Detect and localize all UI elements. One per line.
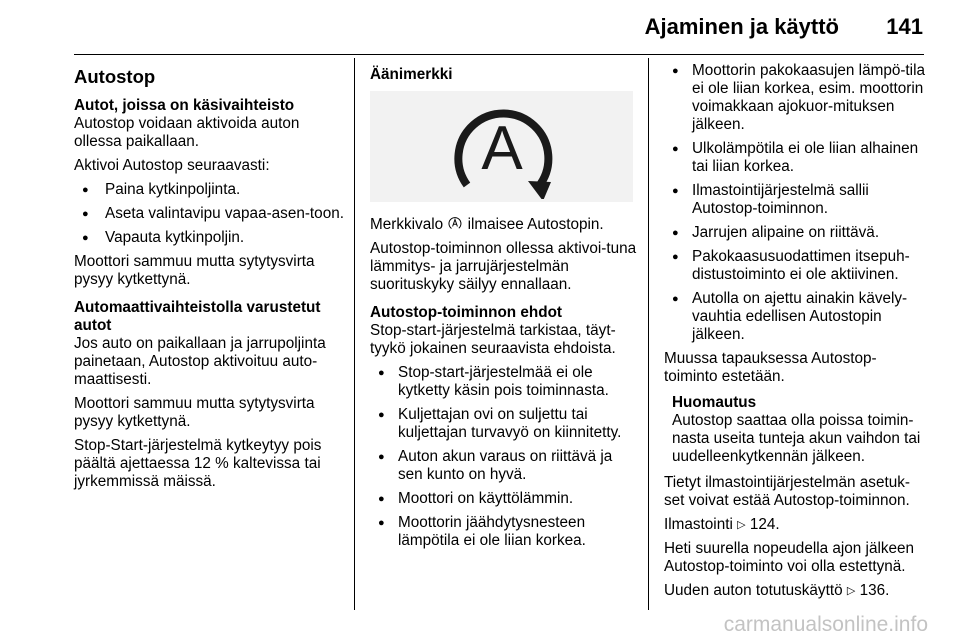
bullet-list <box>664 62 926 344</box>
paragraph: Stop-start-järjestelmä tarkistaa, täyt-tyykö jokainen seuraavista ehdoista. <box>370 322 616 357</box>
autostop-icon-letter: A <box>480 113 523 183</box>
list-item: ● Aseta valintavipu vapaa-asen-toon. <box>74 205 350 223</box>
column-2 <box>370 62 640 556</box>
text: ilmaisee Autostopin. <box>467 216 604 233</box>
list-item: ● Moottorin pakokaasujen lämpö-tila ei ole liian korkea, esim. moottorin voimakkaan ajokuor-mituksen jälkeen. <box>664 62 926 134</box>
paragraph: Tietyt ilmastointijärjestelmän asetuk-set voivat estää Autostop-toiminnon. <box>664 474 910 509</box>
reference-page: 124. <box>749 516 780 533</box>
list-item: ● Jarrujen alipaine on riittävä. <box>664 224 926 242</box>
page-number: 141 <box>886 14 923 39</box>
reference-text: Uuden auton totutuskäyttö <box>664 582 843 599</box>
list-item: ● Moottorin jäähdytysnesteen lämpötila ei ole liian korkea. <box>370 514 640 550</box>
bullet-list <box>74 181 350 247</box>
paragraph: Stop-Start-järjestelmä kytkeytyy pois päältä ajettaessa 12 % kaltevissa tai jyrkemmissä mäissä. <box>74 437 322 490</box>
subsection-heading: Äänimerkki <box>370 66 453 83</box>
paragraph: Heti suurella nopeudella ajon jälkeen Autostop-toiminto voi olla estettynä. <box>664 540 915 575</box>
watermark: carmanualsonline.info <box>723 613 928 636</box>
list-item: ● Paina kytkinpoljinta. <box>74 181 350 199</box>
page-reference-arrow-icon: ▷ <box>737 519 746 531</box>
subsection-heading: Autostop-toiminnon ehdot <box>370 304 563 321</box>
autostop-icon <box>427 95 577 199</box>
list-item: ● Kuljettajan ovi on suljettu tai kuljettajan turvavyö on kiinnitetty. <box>370 406 640 442</box>
list-item: ● Autolla on ajettu ainakin kävely-vauhtia edellisen Autostopin jälkeen. <box>664 290 926 344</box>
bullet-list <box>370 364 640 550</box>
subsection-heading: Automaattivaihteistolla varustetut autot <box>74 299 321 334</box>
paragraph <box>370 215 640 234</box>
paragraph: Moottori sammuu mutta sytytysvirta pysyy kytkettynä. <box>74 253 315 288</box>
reference-page: 136. <box>859 582 890 599</box>
header-rule <box>74 54 924 55</box>
section-heading: Autostop <box>74 66 156 87</box>
paragraph: Moottori sammuu mutta sytytysvirta pysyy kytkettynä. <box>74 395 315 430</box>
paragraph: Aktivoi Autostop seuraavasti: <box>74 157 270 174</box>
autostop-indicator-image <box>370 91 633 202</box>
subsection-heading: Autot, joissa on käsivaihteisto <box>74 97 295 114</box>
text: Merkkivalo <box>370 216 444 233</box>
paragraph: Autostop voidaan aktivoida auton ollessa paikallaan. <box>74 115 300 150</box>
reference-text: Ilmastointi <box>664 516 733 533</box>
column-3 <box>664 62 926 606</box>
column-divider <box>354 58 355 610</box>
note-title: Huomautus <box>672 394 757 411</box>
note-text: Autostop saattaa olla poissa toimin-nasta useita tunteja akun vaihdon tai uudelleenkytkennän jälkeen. <box>672 412 921 465</box>
paragraph: Autostop-toiminnon ollessa aktivoi-tuna lämmitys- ja jarrujärjestelmän suorituskyky säilyy ennallaan. <box>370 240 637 293</box>
list-item: ● Moottori on käyttölämmin. <box>370 490 640 508</box>
paragraph: Muussa tapauksessa Autostop-toiminto estetään. <box>664 350 877 385</box>
list-item: ● Auton akun varaus on riittävä ja sen kunto on hyvä. <box>370 448 640 484</box>
note-box <box>664 394 926 466</box>
cross-reference[interactable] <box>664 516 926 534</box>
list-item: ● Ulkolämpötila ei ole liian alhainen tai liian korkea. <box>664 140 926 176</box>
column-divider <box>648 58 649 610</box>
column-1 <box>74 62 350 497</box>
list-item: ● Vapauta kytkinpoljin. <box>74 229 350 247</box>
header-title: Ajaminen ja käyttö <box>644 14 839 39</box>
cross-reference[interactable] <box>664 582 926 600</box>
list-item: ● Ilmastointijärjestelmä sallii Autostop-toiminnon. <box>664 182 926 218</box>
autostop-indicator-icon <box>447 215 463 231</box>
list-item: ● Stop-start-järjestelmää ei ole kytketty käsin pois toiminnasta. <box>370 364 640 400</box>
list-item: ● Pakokaasusuodattimen itsepuh-distustoiminto ei ole aktiivinen. <box>664 248 926 284</box>
page-reference-arrow-icon: ▷ <box>846 585 856 597</box>
paragraph: Jos auto on paikallaan ja jarrupoljinta painetaan, Autostop aktivoituu auto-maattisesti. <box>74 335 326 388</box>
